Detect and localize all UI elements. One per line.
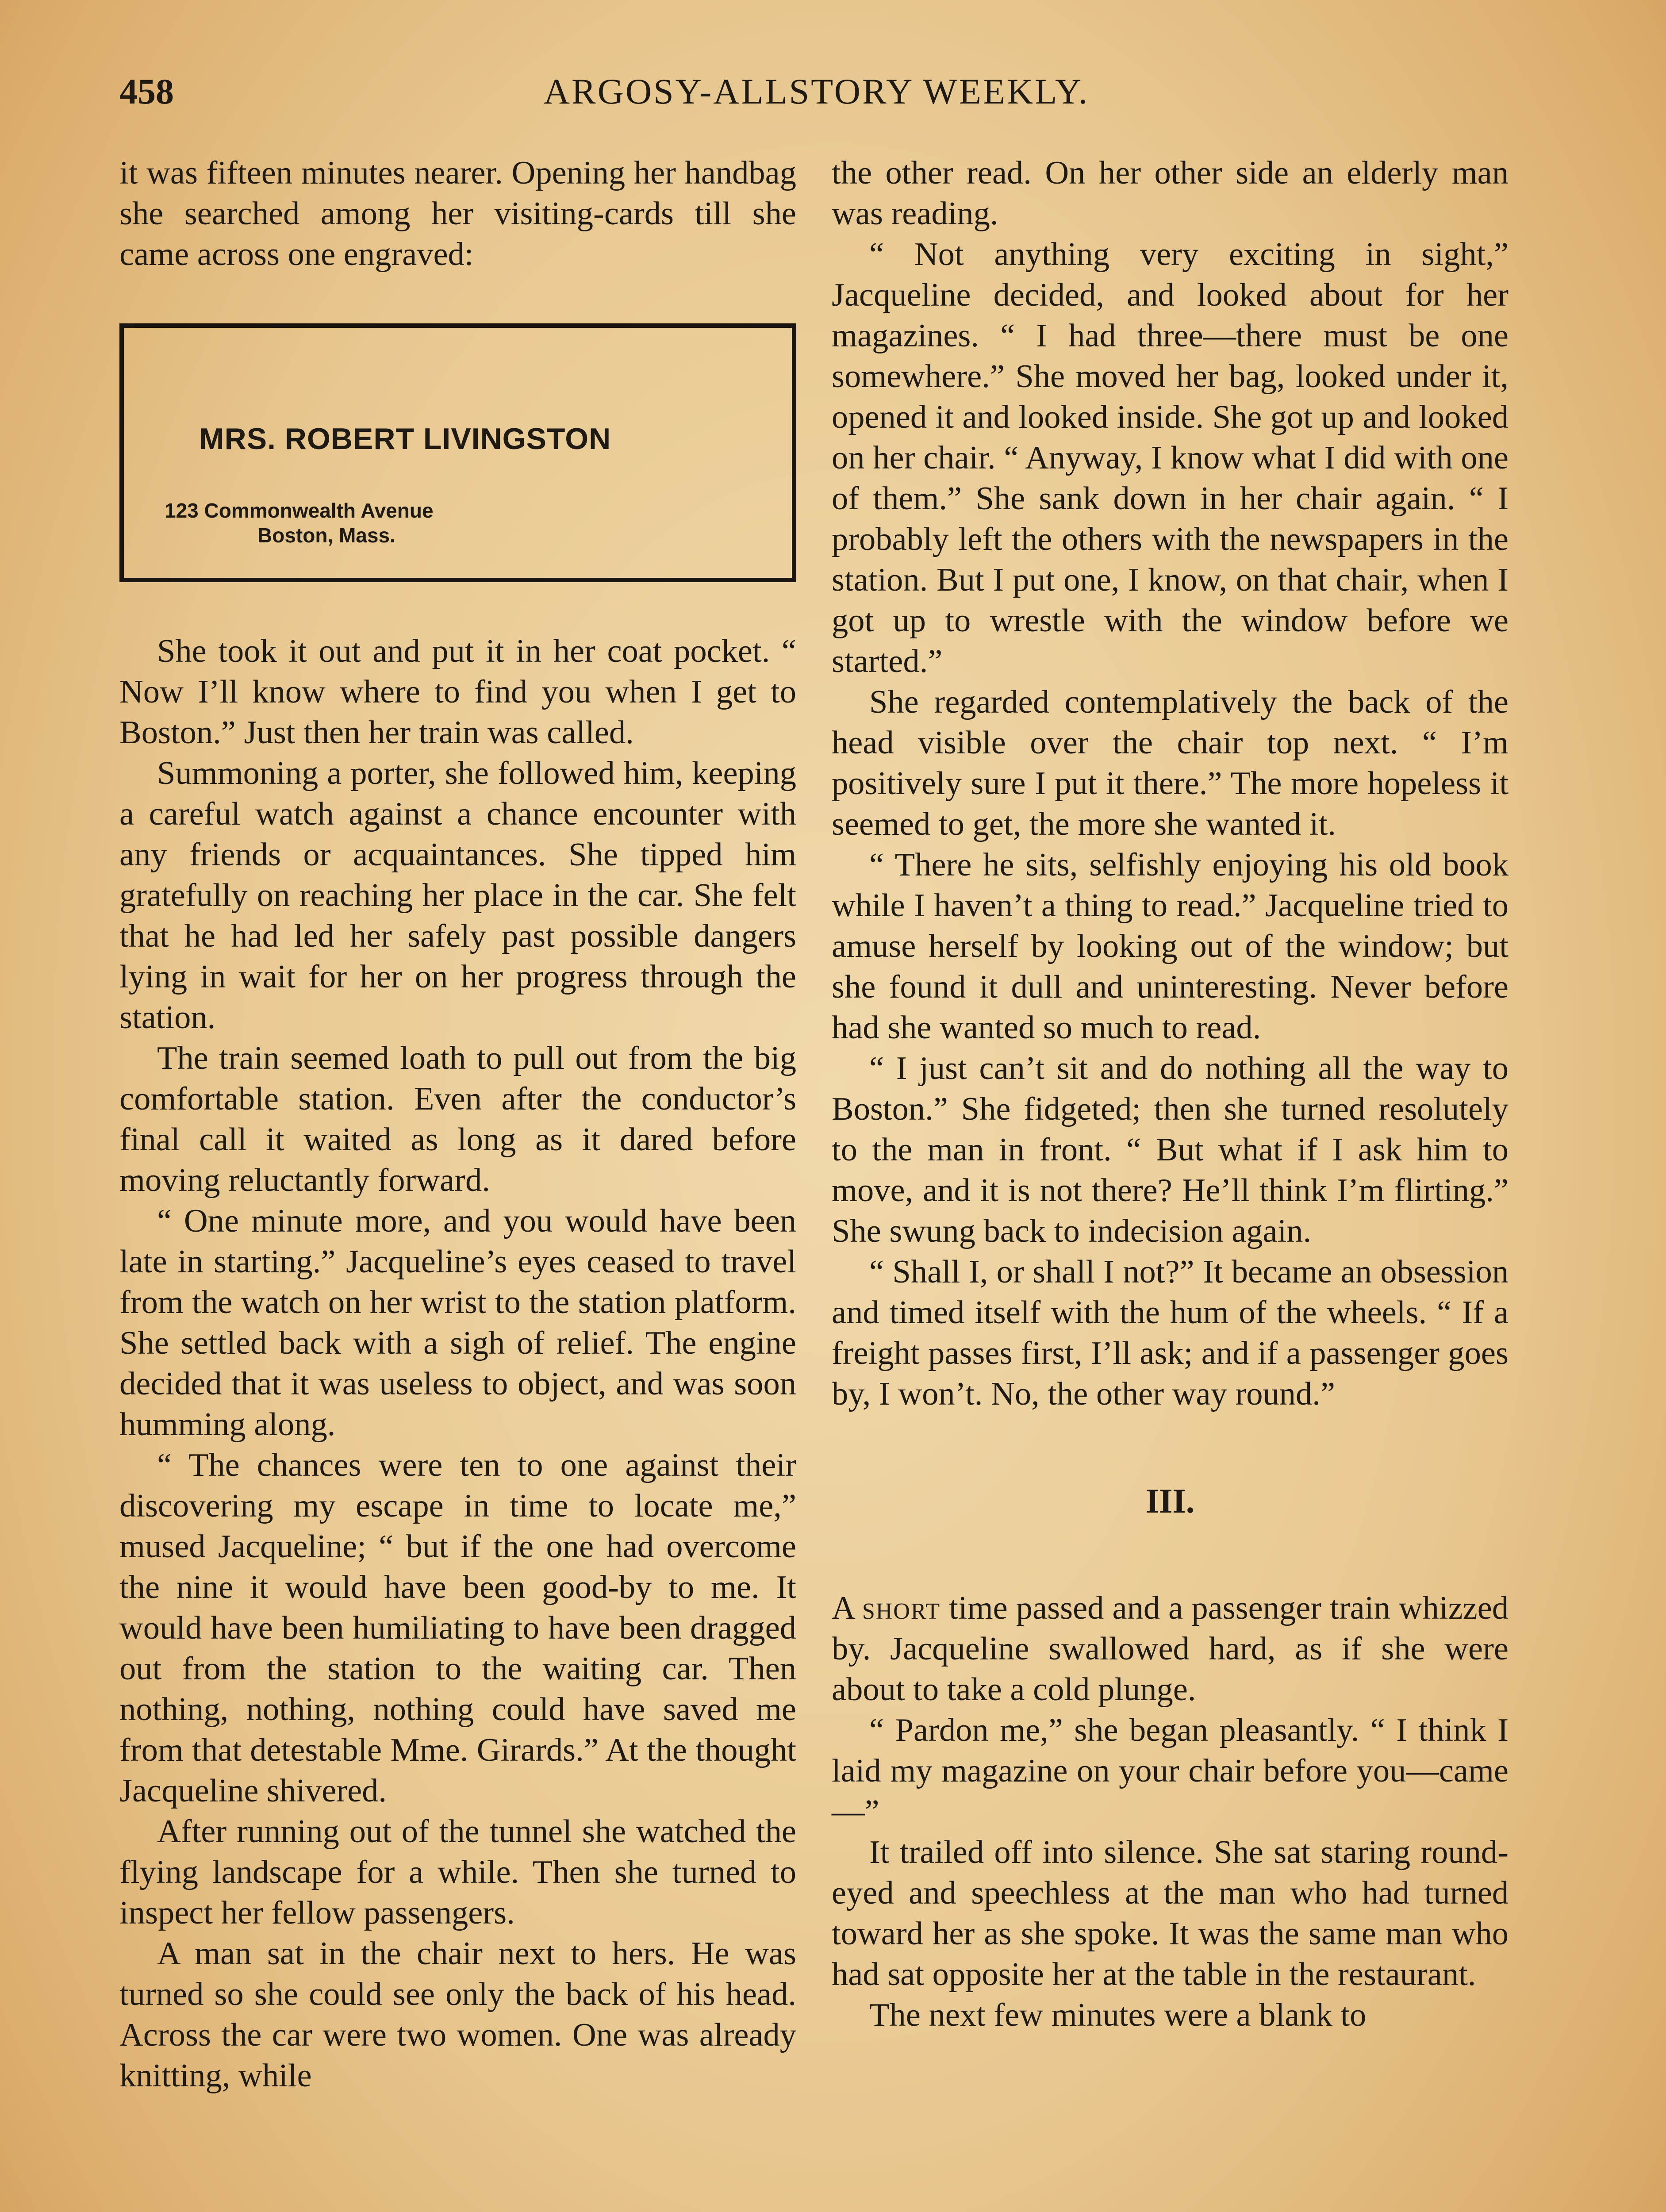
right-section-paragraph: “ Pardon me,” she began pleasantly. “ I think I laid my magazine on your chair before you—came—” <box>832 1712 1509 1830</box>
left-intro-paragraph: it was fifteen minutes nearer. Opening her handbag she searched among her visiting-cards till she came across one engraved: <box>119 155 796 273</box>
right-continuation-paragraph: the other read. On her other side an elderly man was reading. <box>832 155 1509 232</box>
right-paragraph: “ There he sits, selfishly enjoying his old book while I haven’t a thing to read.” Jacqueline tried to amuse herself by looking out of the window; but she found it dull and uninteresting. Never before had she wanted so much to read. <box>832 847 1509 1046</box>
section-heading: III. <box>1145 1482 1195 1520</box>
left-paragraph: The train seemed loath to pull out from the big comfortable station. Even after the conductor’s final call it waited as long as it dared before moving reluctantly forward. <box>119 1040 796 1198</box>
left-paragraph: She took it out and put it in her coat pocket. “ Now I’ll know where to find you when I get to Boston.” Just then her train was called. <box>119 633 796 751</box>
card-address <box>165 498 434 548</box>
card-address-line-2: Boston, Mass. <box>257 524 395 547</box>
right-column <box>832 153 1509 2035</box>
right-paragraph: She regarded contemplatively the back of the head visible over the chair top next. “ I’m positively sure I put it there.” The more hopeless it seemed to get, the more she wanted it. <box>832 684 1509 842</box>
right-paragraph: “ Not anything very exciting in sight,” Jacqueline decided, and looked about for her magazines. “ I had three—there must be one somewhere.” She moved her bag, looked under it, opened it and looked inside. She got up and looked on her chair. “ Anyway, I know what I did with one of them.” She sank down in her chair again. “ I probably left the others with the newspapers in the station. But I put one, I know, on that chair, when I got up to wrestle with the window before we started.” <box>832 236 1509 680</box>
right-section-paragraph: It trailed off into silence. She sat staring round-eyed and speechless at the man who had turned toward her as she spoke. It was the same man who had sat opposite her at the table in the restaurant. <box>832 1834 1509 1993</box>
right-paragraph: “ I just can’t sit and do nothing all the way to Boston.” She fidgeted; then she turned resolutely to the man in front. “ But what if I ask him to move, and it is not there? He’ll think I’m flirting.” She swung back to indecision again. <box>832 1050 1509 1249</box>
right-section-paragraph: The next few minutes were a blank to <box>869 1997 1367 2033</box>
section-opening-paragraph <box>832 1588 1509 1710</box>
section-small-caps-word: short <box>862 1590 941 1626</box>
card-address-line-1: 123 Commonwealth Avenue <box>165 499 434 522</box>
left-paragraph: After running out of the tunnel she watched the flying landscape for a while. Then she turned to inspect her fellow passengers. <box>119 1813 796 1931</box>
card-name: MRS. ROBERT LIVINGSTON <box>199 422 611 456</box>
visiting-card <box>119 323 796 582</box>
page-header <box>119 71 1513 119</box>
page-number: 458 <box>119 71 174 111</box>
right-paragraph: “ Shall I, or shall I not?” It became an obsession and timed itself with the hum of the wheels. “ If a freight passes first, I’ll ask; and if a passenger goes by, I won’t. No, the other way round.” <box>832 1254 1509 1412</box>
left-paragraph: A man sat in the chair next to hers. He was turned so she could see only the back of his head. Across the car were two women. One was already knitting, while <box>119 1936 796 2094</box>
section-opening-text: time passed and a passenger train whizzed by. Jacqueline swallowed hard, as if she were about to take a cold plunge. <box>832 1590 1509 1708</box>
left-paragraph: “ The chances were ten to one against their discovering my escape in time to locate me,” mused Jacqueline; “ but if the one had overcome the nine it would have been good-by to me. It would have been humiliating to have been dragged out from the station to the waiting car. Then nothing, nothing, nothing could have saved me from that detestable Mme. Girards.” At the thought Jacqueline shivered. <box>119 1447 796 1809</box>
running-title: ARGOSY-ALLSTORY WEEKLY. <box>543 71 1090 111</box>
left-column <box>119 153 796 2096</box>
left-paragraph: “ One minute more, and you would have been late in starting.” Jacqueline’s eyes ceased to travel from the watch on her wrist to the station platform. She settled back with a sigh of relief. The engine decided that it was useless to object, and was soon humming along. <box>119 1203 796 1443</box>
section-first-word: A <box>832 1590 854 1626</box>
left-paragraph: Summoning a porter, she followed him, keeping a careful watch against a chance encounter with any friends or acquaintances. She tipped him gratefully on reaching her place in the car. She felt that he had led her safely past possible dangers lying in wait for her on her progress through the station. <box>119 755 796 1036</box>
